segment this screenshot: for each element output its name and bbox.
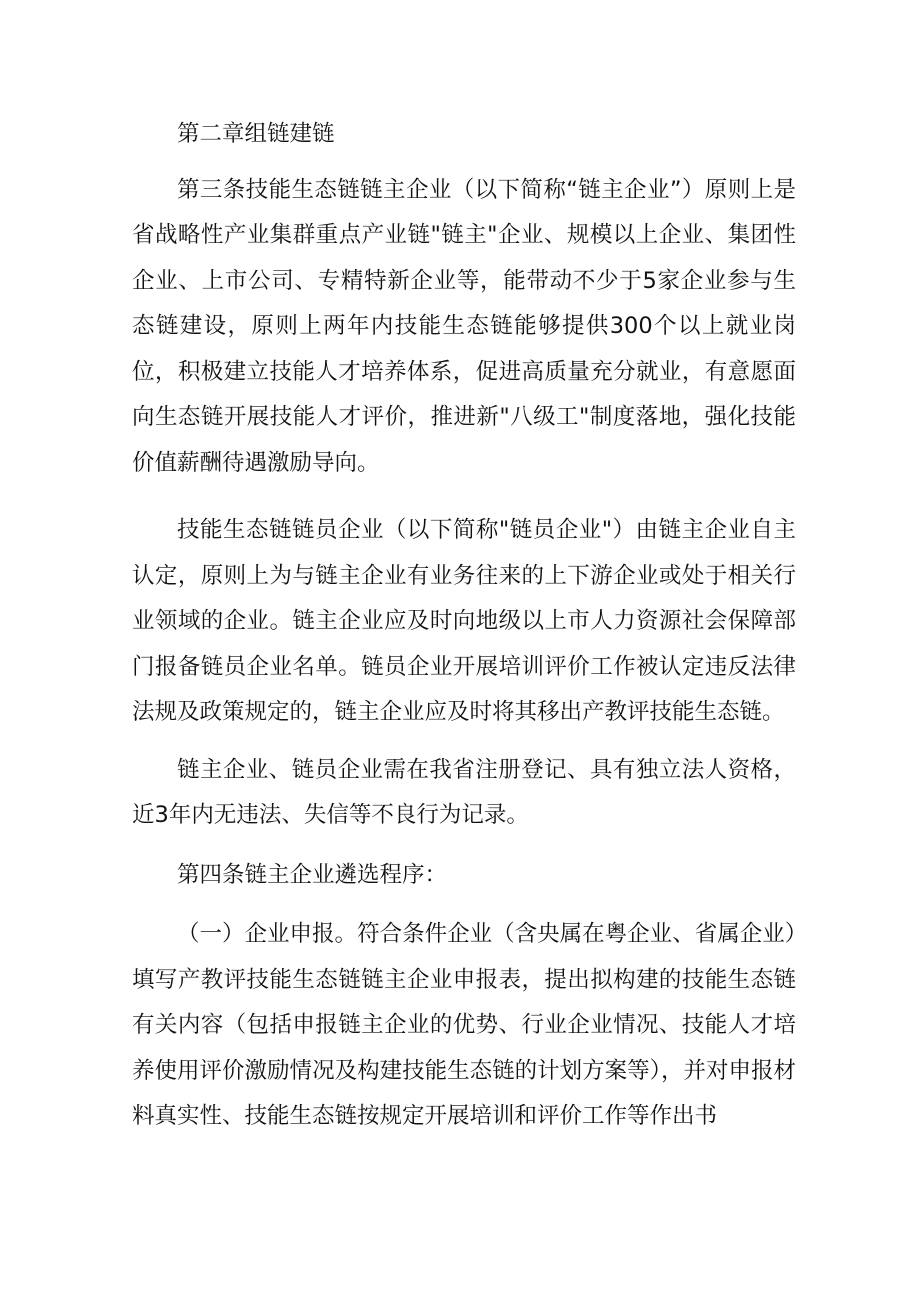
chapter-title: 第二章组链建链 <box>177 121 335 147</box>
paragraph-member-enterprises: 技能生态链链员企业（以下简称"链员企业"）由链主企业自主认定，原则上为与链主企业有业务往来的上下游企业或处于相关行业领域的企业。链主企业应及时向地级以上市人力资源社会保障部门报备链员企业名单。链员企业开展培训评价工作被认定违反法律法规及政策规定的，链主企业应及时将其移出产教评技能生态链。 <box>132 517 796 725</box>
document-body <box>132 112 796 1140</box>
paragraph-enterprise-application: （一）企业申报。符合条件企业（含央属在粤企业、省属企业）填写产教评技能生态链链主企业申报表，提出拟构建的技能生态链有关内容（包括申报链主企业的优势、行业企业情况、技能人才培养使用评价激励情况及构建技能生态链的计划方案等），并对申报材料真实性、技能生态链按规定开展培训和评价工作等作出书 <box>132 921 796 1129</box>
paragraph-registration-requirement: 链主企业、链员企业需在我省注册登记、具有独立法人资格，近3年内无违法、失信等不良行为记录。 <box>132 756 796 828</box>
paragraph-article-3: 第三条技能生态链链主企业（以下简称“链主企业”）原则上是省战略性产业集群重点产业链"链主"企业、规模以上企业、集团性企业、上市公司、专精特新企业等，能带动不少于5家企业参与生态链建设，原则上两年内技能生态链能够提供300个以上就业岗位，积极建立技能人才培养体系，促进高质量充分就业，有意愿面向生态链开展技能人才评价，推进新"八级工"制度落地，强化技能价值薪酬待遇激励导向。 <box>132 176 796 476</box>
paragraph-article-4: 第四条链主企业遴选程序： <box>177 861 448 888</box>
